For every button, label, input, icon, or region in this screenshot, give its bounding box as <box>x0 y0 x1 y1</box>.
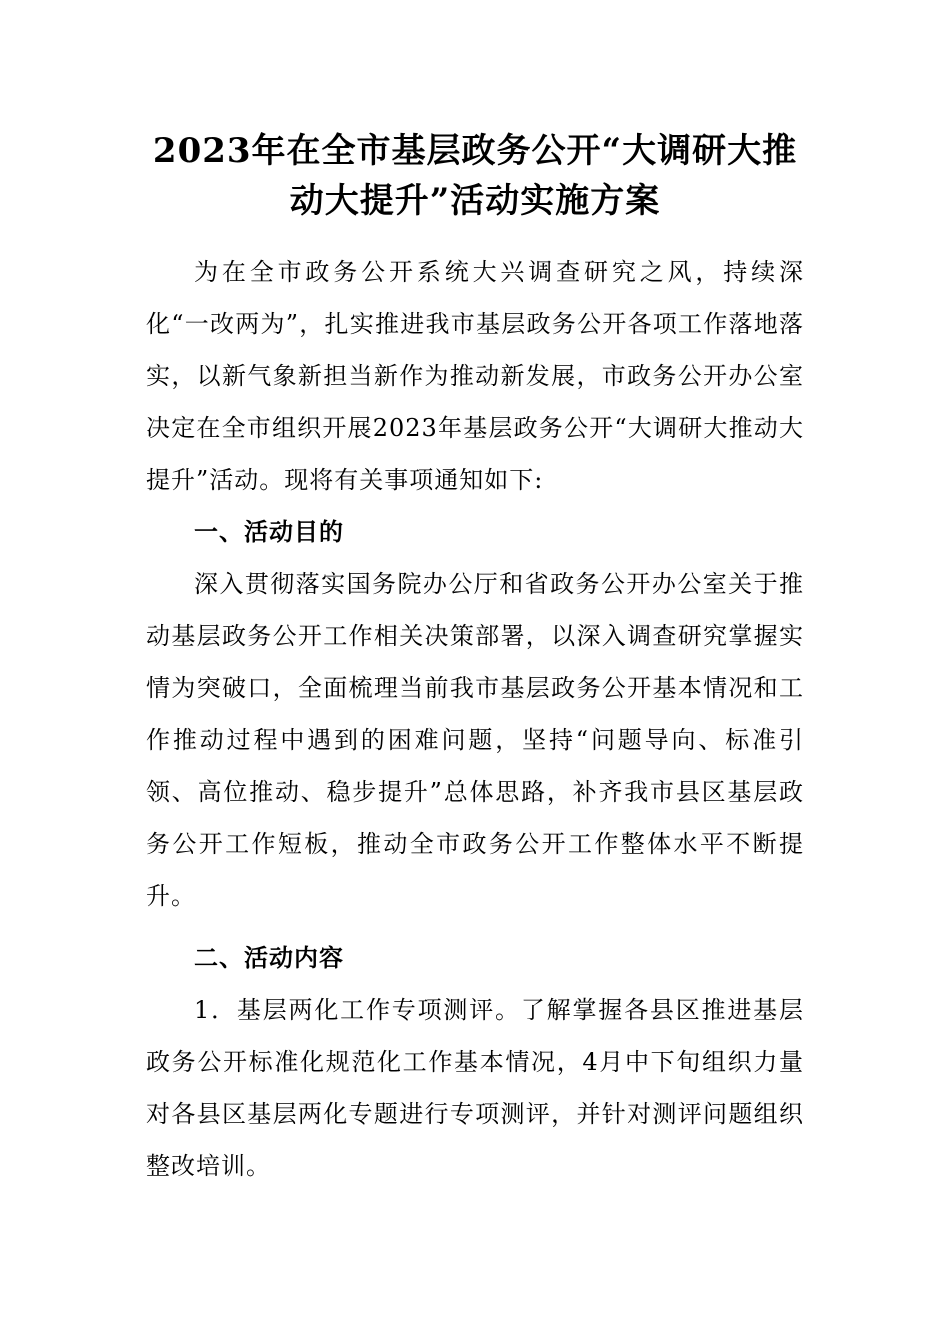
document-body <box>146 246 804 1192</box>
section-heading-purpose: 一、活动目的 <box>194 517 344 546</box>
content-item-1-paragraph: 1．基层两化工作专项测评。了解掌握各县区推进基层政务公开标准化规范化工作基本情况，4月中下旬组织力量对各县区基层两化专题进行专项测评，并针对测评问题组织整改培训。 <box>146 996 804 1180</box>
intro-paragraph: 为在全市政务公开系统大兴调查研究之风，持续深化“一改两为”，扎实推进我市基层政务公开各项工作落地落实，以新气象新担当新作为推动新发展，市政务公开办公室决定在全市组织开展2023年基层政务公开“大调研大推动大提升”活动。现将有关事项通知如下: <box>146 258 804 494</box>
document-title-line-2: 动大提升”活动实施方案 <box>289 181 661 221</box>
section-heading-content: 二、活动内容 <box>194 943 344 972</box>
document-title <box>146 126 804 226</box>
document-title-line-1: 2023年在全市基层政务公开“大调研大推 <box>152 131 798 171</box>
purpose-paragraph: 深入贯彻落实国务院办公厅和省政务公开办公室关于推动基层政务公开工作相关决策部署，以深入调查研究掌握实情为突破口，全面梳理当前我市基层政务公开基本情况和工作推动过程中遇到的困难问题，坚持“问题导向、标准引领、高位推动、稳步提升”总体思路，补齐我市县区基层政务公开工作短板，推动全市政务公开工作整体水平不断提升。 <box>146 570 804 910</box>
